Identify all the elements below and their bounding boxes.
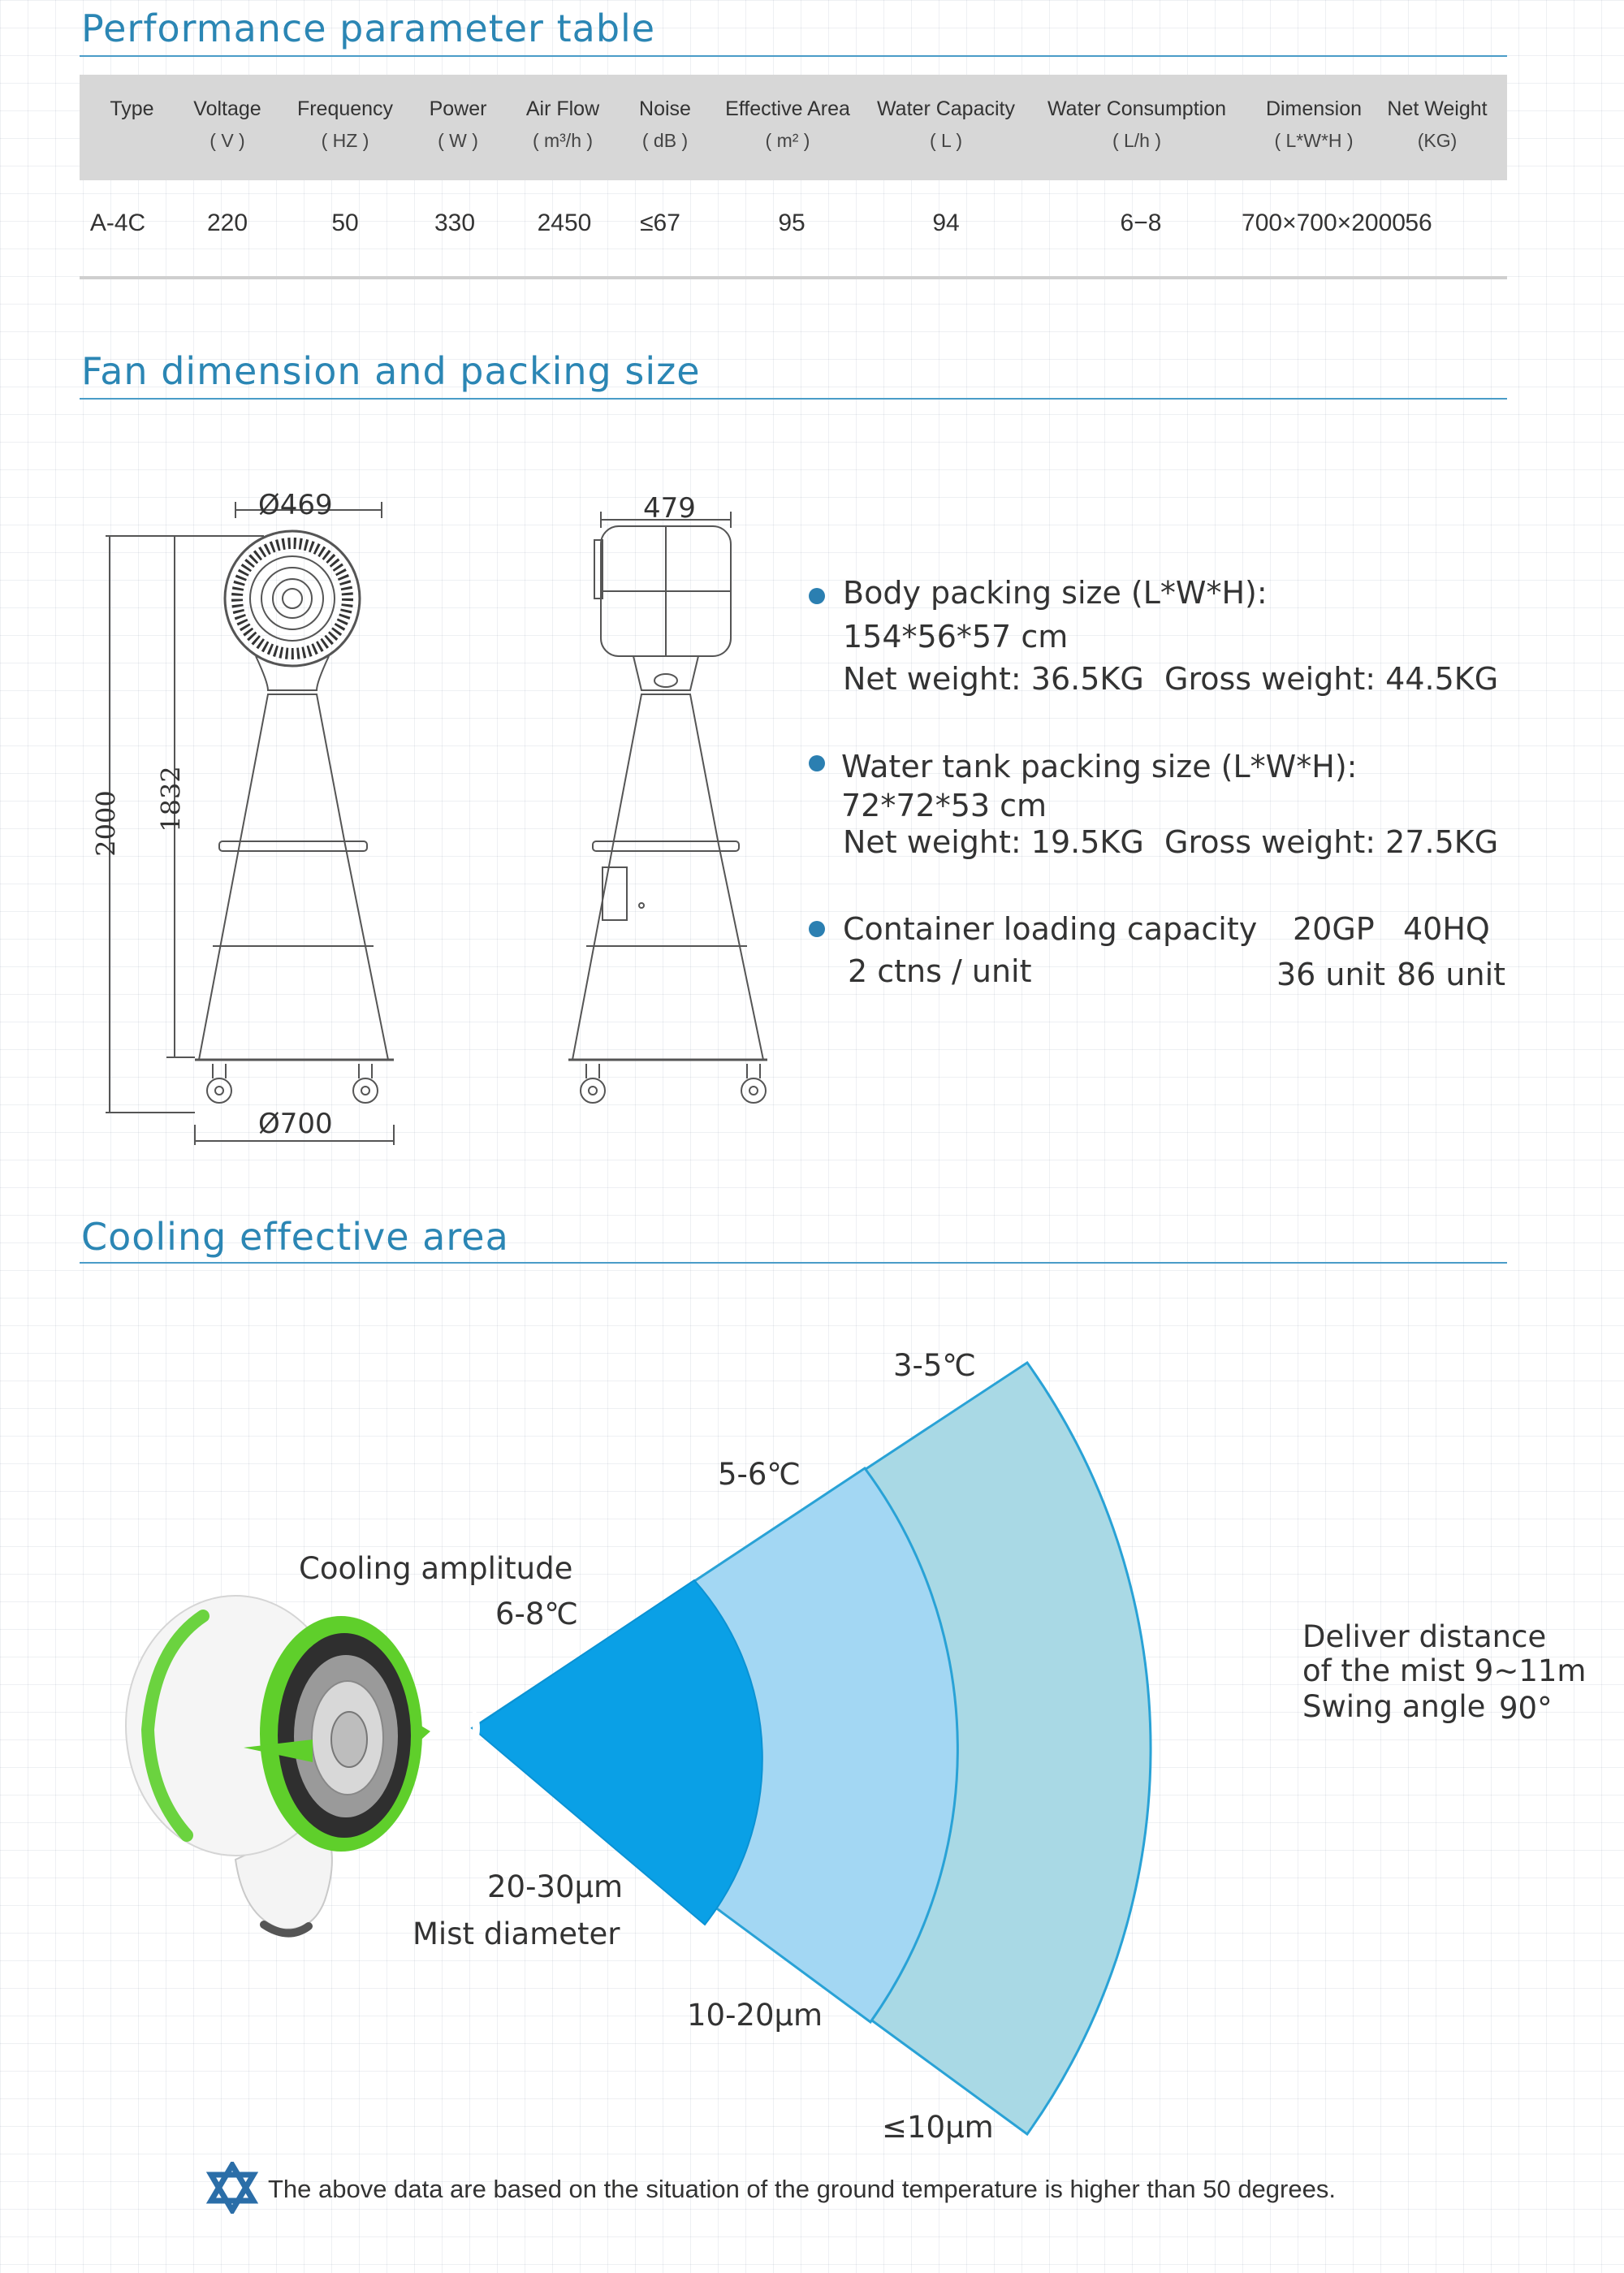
temp-inner-label: 6-8℃	[495, 1597, 578, 1631]
table-cell: 700×700×2000	[1242, 210, 1406, 236]
star-icon	[206, 2162, 258, 2214]
section-rule	[80, 1262, 1507, 1264]
mist-mid-label: 10-20μm	[687, 1998, 823, 2033]
table-header-unit: ( m² )	[765, 130, 810, 151]
table-header-name: Water Consumption	[1047, 97, 1226, 120]
deliver-distance-label: Deliver distance	[1302, 1619, 1547, 1654]
table-header-name: Noise	[639, 97, 691, 120]
table-cell: A-4C	[89, 210, 146, 236]
mist-diameter-label: Mist diameter	[412, 1916, 620, 1951]
container-40hq-header: 40HQ	[1403, 911, 1490, 947]
body-gross-weight: Gross weight: 44.5KG	[1164, 661, 1499, 697]
dimension-label-base-diameter: Ø700	[258, 1108, 333, 1140]
body-net-weight: Net weight: 36.5KG	[843, 661, 1144, 697]
section-title-performance: Performance parameter table	[81, 6, 656, 50]
table-header-name: Net Weight	[1387, 97, 1488, 120]
footnote: The above data are based on the situation of the ground temperature is higher than 50 degrees.	[268, 2175, 1336, 2203]
tank-packing-title: Water tank packing size (L*W*H):	[841, 749, 1358, 784]
mist-inner-label: 20-30μm	[487, 1869, 624, 1904]
table-cell: 2450	[537, 210, 592, 236]
dimension-label-total-height: 2000	[90, 790, 122, 857]
bullet-icon	[809, 755, 825, 771]
table-header-name: Frequency	[296, 97, 394, 120]
cooling-amplitude-label: Cooling amplitude	[299, 1551, 573, 1586]
table-header-name: Air Flow	[525, 97, 600, 120]
table-cell: 6−8	[1120, 210, 1162, 236]
table-header-unit: ( m³/h )	[532, 130, 594, 151]
deliver-distance-value: of the mist 9~11m	[1302, 1653, 1587, 1688]
table-cell: 50	[331, 210, 359, 236]
swing-angle-value: 90°	[1499, 1691, 1553, 1726]
table-header-unit: ( L*W*H )	[1274, 130, 1354, 151]
table-header-unit: (KG)	[1417, 130, 1458, 151]
tank-packing-size: 72*72*53 cm	[841, 788, 1047, 823]
table-header-name: Type	[110, 97, 154, 120]
table-header-unit: ( W )	[438, 130, 478, 151]
table-header-unit: ( dB )	[641, 130, 689, 151]
dimension-label-inner-height: 1832	[155, 766, 187, 832]
table-cell: 94	[932, 210, 960, 236]
table-cell: ≤67	[640, 210, 680, 236]
misting-fan-image	[126, 1596, 430, 1934]
container-capacity-title: Container loading capacity	[843, 911, 1258, 947]
dimension-label-side-width: 479	[643, 492, 696, 525]
container-20gp-value: 36 unit	[1276, 957, 1386, 992]
section-title-dimension: Fan dimension and packing size	[81, 349, 701, 393]
temp-outer-label: 3-5℃	[893, 1348, 976, 1383]
table-cell: 220	[206, 210, 248, 236]
container-ctns-per-unit: 2 ctns / unit	[848, 953, 1032, 989]
tank-net-weight: Net weight: 19.5KG	[843, 824, 1144, 860]
container-40hq-value: 86 unit	[1397, 957, 1506, 992]
section-title-cooling: Cooling effective area	[81, 1215, 509, 1259]
table-header-unit: ( L/h )	[1112, 130, 1162, 151]
table-header-unit: ( HZ )	[321, 130, 369, 151]
bullet-icon	[809, 921, 825, 937]
table-cell: 95	[778, 210, 806, 236]
table-header-name: Effective Area	[725, 97, 850, 120]
table-header-name: Voltage	[193, 97, 261, 120]
body-packing-size: 154*56*57 cm	[843, 619, 1069, 655]
table-header-unit: ( V )	[209, 130, 245, 151]
bullet-icon	[809, 588, 825, 604]
tank-gross-weight: Gross weight: 27.5KG	[1164, 824, 1499, 860]
dimension-label-top-diameter: Ø469	[258, 489, 333, 521]
temp-mid-label: 5-6℃	[718, 1457, 801, 1492]
table-header-name: Water Capacity	[877, 97, 1015, 120]
container-20gp-header: 20GP	[1293, 911, 1375, 947]
table-header-name: Power	[429, 97, 487, 120]
table-header-name: Dimension	[1265, 97, 1363, 120]
table-header-unit: ( L )	[929, 130, 963, 151]
mist-outer-label: ≤10μm	[882, 2110, 994, 2145]
body-packing-title: Body packing size (L*W*H):	[843, 575, 1268, 611]
swing-angle-label: Swing angle	[1302, 1689, 1486, 1724]
table-cell: 56	[1405, 210, 1432, 236]
table-cell: 330	[434, 210, 476, 236]
